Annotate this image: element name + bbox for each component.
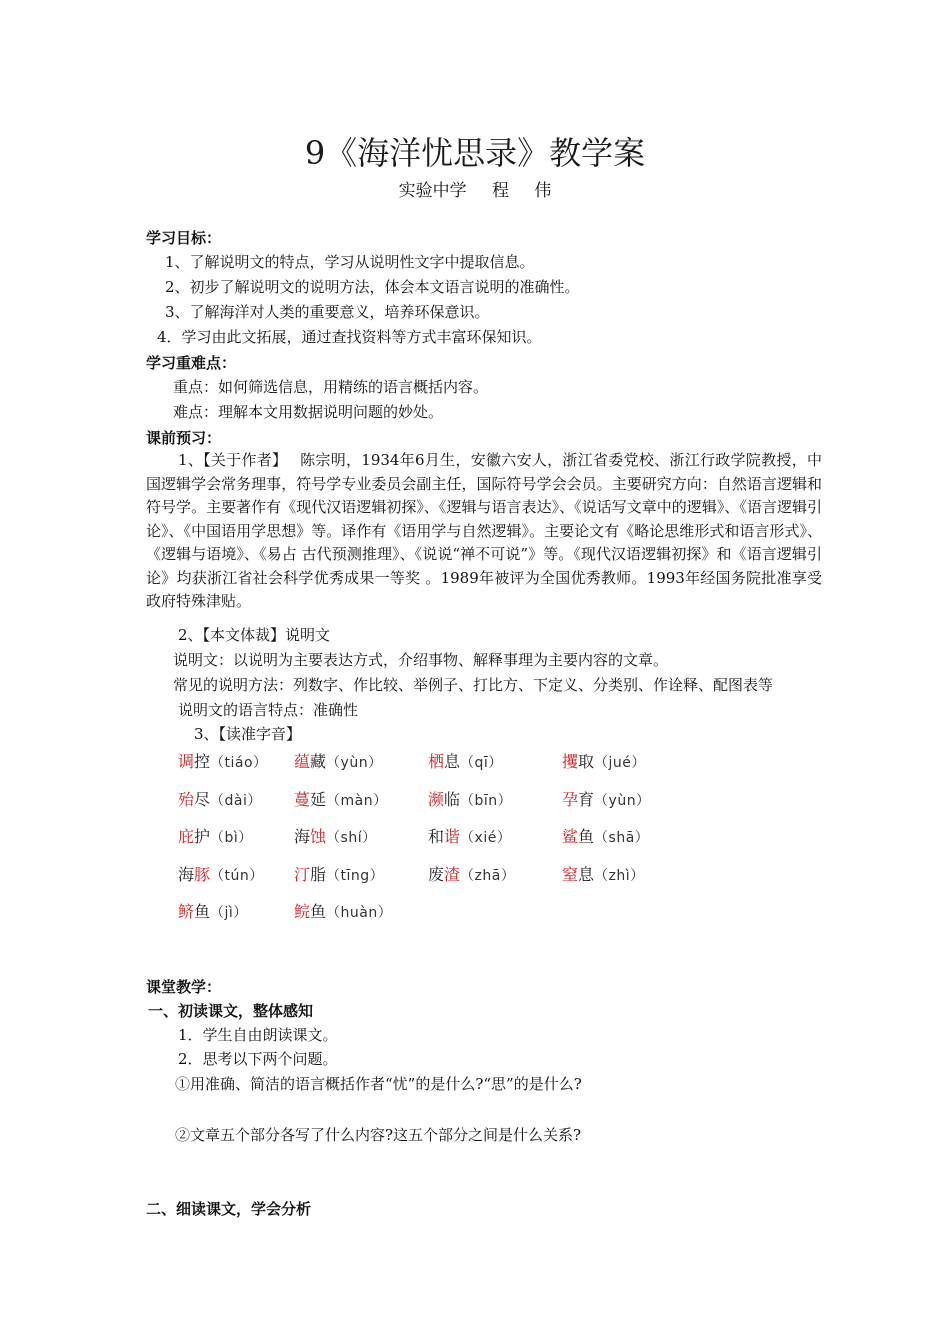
- pinyin-word: [294, 862, 384, 885]
- plain-char: 海: [178, 864, 195, 884]
- pinyin-reading: （jué）: [594, 755, 646, 771]
- pinyin-reading: （huàn）: [326, 905, 393, 921]
- pinyin-word: [294, 787, 388, 810]
- pinyin-word: [178, 899, 248, 922]
- pinyin-reading: （zhì）: [594, 867, 645, 884]
- preview-heading: 课前预习：: [146, 429, 222, 447]
- plain-char: 废: [428, 864, 445, 884]
- pinyin-word: [562, 787, 651, 810]
- pinyin-word: [428, 862, 515, 885]
- part2-heading: 二、细读课文，学会分析: [146, 1200, 312, 1218]
- goal-item-4: 4．学习由此文拓展，通过查找资料等方式丰富环保知识。: [157, 328, 542, 346]
- highlighted-char: 谐: [444, 827, 461, 846]
- goal-item-3: 3、了解海洋对人类的重要意义，培养环保意识。: [165, 303, 490, 321]
- pronounce-title: 3、【读准字音】: [194, 725, 302, 743]
- classroom-heading: 课堂教学：: [146, 978, 222, 996]
- question-1: ①用准确、简洁的语言概括作者“忧”的是什么?“思”的是什么?: [175, 1075, 582, 1093]
- plain-char: 藏: [310, 752, 327, 771]
- plain-char: 息: [444, 752, 461, 771]
- highlighted-char: 攫: [562, 752, 579, 771]
- pinyin-reading: （bīn）: [460, 792, 513, 809]
- plain-char: 鱼: [578, 827, 595, 846]
- plain-char: 海: [294, 827, 311, 846]
- goal-item-1: 1、了解说明文的特点，学习从说明性文字中提取信息。: [165, 253, 535, 271]
- question-2: ②文章五个部分各写了什么内容?这五个部分之间是什么关系?: [175, 1126, 582, 1144]
- plain-char: 育: [578, 789, 595, 809]
- pinyin-reading: （tiáo）: [210, 755, 268, 771]
- highlighted-char: 鲩: [294, 902, 311, 921]
- plain-char: 息: [578, 864, 595, 884]
- goal-item-2: 2、初步了解说明文的说明方法，体会本文语言说明的准确性。: [165, 278, 580, 296]
- highlighted-char: 栖: [428, 752, 445, 771]
- pinyin-word: [562, 824, 649, 847]
- pinyin-reading: （tún）: [210, 867, 264, 884]
- keypoint-focus: 重点：如何筛选信息，用精练的语言概括内容。: [173, 378, 489, 396]
- highlighted-char: 豚: [194, 864, 211, 884]
- pinyin-word: [428, 749, 503, 772]
- pinyin-reading: （dài）: [210, 792, 262, 809]
- author-line: 实验中学 程 伟: [398, 181, 552, 201]
- explanation-methods: 常见的说明方法：列数字、作比较、举例子、打比方、下定义、分类别、作诠释、配图表等: [173, 676, 774, 694]
- highlighted-char: 濒: [428, 789, 445, 809]
- highlighted-char: 庇: [178, 827, 195, 846]
- highlighted-char: 渣: [444, 864, 461, 884]
- highlighted-char: 蕴: [294, 752, 311, 771]
- genre-definition: 说明文：以说明为主要表达方式，介绍事物、解释事理为主要内容的文章。: [173, 651, 669, 669]
- plain-char: 护: [194, 827, 211, 846]
- highlighted-char: 殆: [178, 789, 195, 809]
- plain-char: 临: [444, 789, 461, 809]
- genre-title: 2、【本文体裁】说明文: [178, 626, 331, 644]
- plain-char: 鱼: [194, 902, 211, 921]
- plain-char: 和: [428, 827, 445, 846]
- pinyin-word: [562, 749, 646, 772]
- plain-char: 鱼: [310, 902, 327, 921]
- keypoints-heading: 学习重难点：: [146, 354, 237, 372]
- pinyin-word: [294, 899, 392, 922]
- pinyin-reading: （zhā）: [460, 867, 516, 884]
- pinyin-reading: （shí）: [326, 830, 377, 846]
- pinyin-word: [178, 749, 268, 772]
- pinyin-word: [294, 824, 377, 847]
- highlighted-char: 窒: [562, 864, 579, 884]
- step-1: 1．学生自由朗读课文。: [178, 1026, 338, 1044]
- step-2: 2．思考以下两个问题。: [178, 1050, 338, 1068]
- pinyin-word: [294, 749, 383, 772]
- plain-char: 尽: [194, 789, 211, 809]
- plain-char: 延: [310, 789, 327, 809]
- pinyin-word: [428, 824, 511, 847]
- plain-char: 脂: [310, 864, 327, 884]
- pinyin-reading: （yùn）: [326, 755, 383, 771]
- author-paragraph: 1、【关于作者】 陈宗明，1934年6月生，安徽六安人，浙江省委党校、浙江行政学院教授，中国逻辑学会常务理事，符号学专业委员会副主任，国际符号学会会员。主要研究方向：自然语言逻辑和符号学。主要著作有《现代汉语逻辑初探》、《逻辑与语言表达》、《说话写文章中的逻辑》、《语言逻辑引论》、《中国语用学思想》等。译作有《语用学与自然逻辑》。主要论文有《略论思维形式和语言形式》、《逻辑与语境》、《易占 古代预测推理》、《说说“禅不可说”》等。《现代汉语逻辑初探》和《语言逻辑引论》均获浙江省社会科学优秀成果一等奖 。1989年被评为全国优秀教师。1993年经国务院批准享受政府特殊津贴。: [146, 451, 822, 610]
- highlighted-char: 孕: [562, 789, 579, 809]
- pinyin-reading: （bì）: [210, 830, 253, 846]
- pinyin-reading: （tīng）: [326, 867, 385, 884]
- pinyin-reading: （qī）: [460, 755, 503, 771]
- pinyin-reading: （shā）: [594, 830, 650, 846]
- pinyin-reading: （yùn）: [594, 792, 651, 809]
- goals-heading: 学习目标：: [146, 229, 222, 247]
- language-feature: 说明文的语言特点：准确性: [178, 701, 359, 719]
- pinyin-word: [178, 824, 253, 847]
- highlighted-char: 汀: [294, 864, 311, 884]
- highlighted-char: 鲚: [178, 902, 195, 921]
- pinyin-reading: （jì）: [210, 905, 248, 921]
- plain-char: 控: [194, 752, 211, 771]
- part1-heading: 一、初读课文，整体感知: [148, 1002, 314, 1020]
- highlighted-char: 蚀: [310, 827, 327, 846]
- pinyin-word: [178, 787, 262, 810]
- highlighted-char: 鲨: [562, 827, 579, 846]
- highlighted-char: 蔓: [294, 789, 311, 809]
- keypoint-difficulty: 难点：理解本文用数据说明问题的妙处。: [173, 403, 444, 421]
- pinyin-word: [428, 787, 512, 810]
- pinyin-reading: （xié）: [460, 830, 512, 846]
- page-title: 9《海洋忧思录》教学案: [304, 134, 646, 172]
- highlighted-char: 调: [178, 752, 195, 771]
- pinyin-word: [178, 862, 264, 885]
- pinyin-reading: （màn）: [326, 792, 388, 809]
- plain-char: 取: [578, 752, 595, 771]
- pinyin-word: [562, 862, 645, 885]
